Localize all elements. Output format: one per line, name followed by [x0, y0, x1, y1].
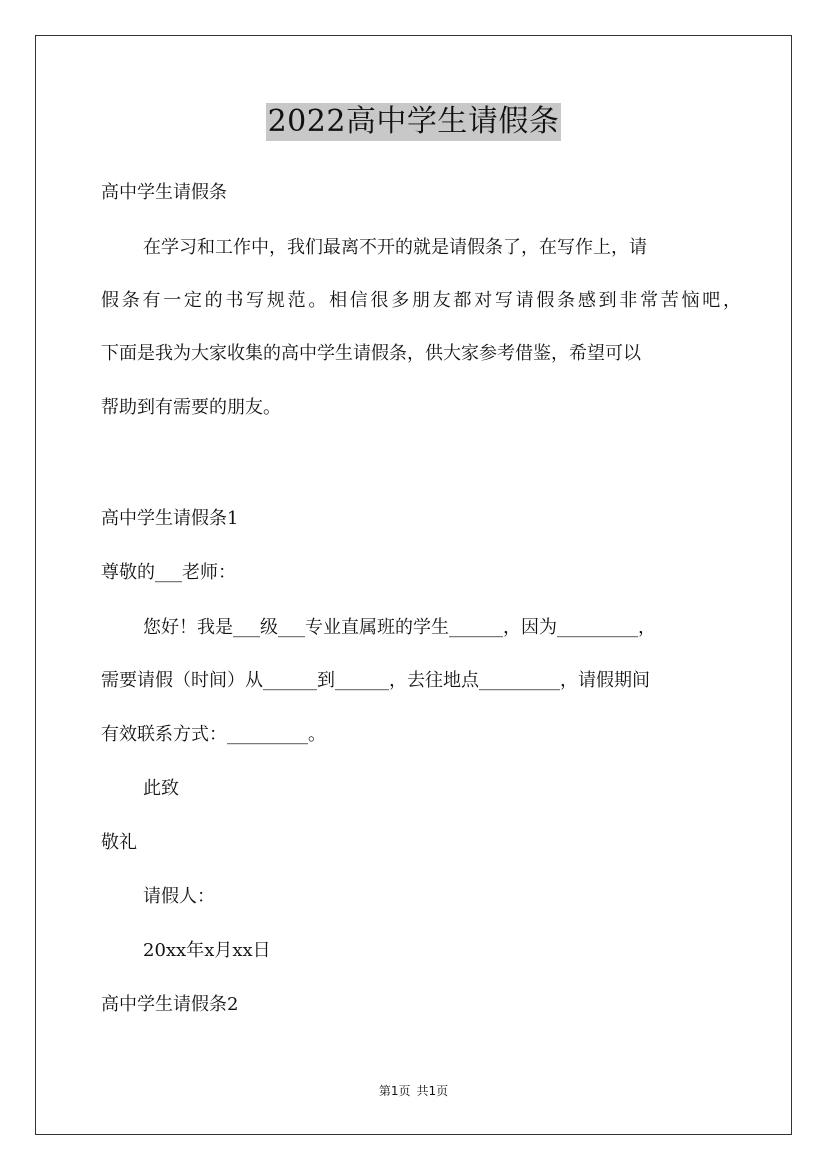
title-container [0, 103, 827, 141]
heading: 高中学生请假条 [101, 182, 227, 203]
section-1-title: 高中学生请假条1 [101, 508, 239, 529]
body-line-2: 需要请假（时间）从______到______，去往地点_________，请假期间 [101, 670, 650, 691]
page-footer [0, 1083, 827, 1099]
document-title: 2022高中学生请假条 [267, 104, 560, 139]
intro-line-4: 帮助到有需要的朋友。 [101, 397, 281, 418]
applicant-label: 请假人： [143, 886, 215, 907]
salutation: 尊敬的___老师： [101, 562, 236, 583]
closing-2: 敬礼 [101, 832, 137, 853]
date: 20xx年x月xx日 [143, 940, 271, 961]
section-2-title: 高中学生请假条2 [101, 994, 239, 1015]
intro-line-3: 下面是我为大家收集的高中学生请假条，供大家参考借鉴，希望可以 [101, 343, 641, 364]
body-line-1: 您好！我是___级___专业直属班的学生______，因为_________， [143, 617, 656, 638]
page-number: 第1页 [378, 1084, 411, 1098]
intro-line-2: 假条有一定的书写规范。相信很多朋友都对写请假条感到非常苦恼吧， [101, 290, 741, 311]
page-total: 共1页 [416, 1084, 449, 1098]
closing-1: 此致 [143, 778, 179, 799]
body-line-3: 有效联系方式：_________。 [101, 724, 326, 745]
intro-line-1: 在学习和工作中，我们最离不开的就是请假条了，在写作上，请 [143, 237, 647, 258]
